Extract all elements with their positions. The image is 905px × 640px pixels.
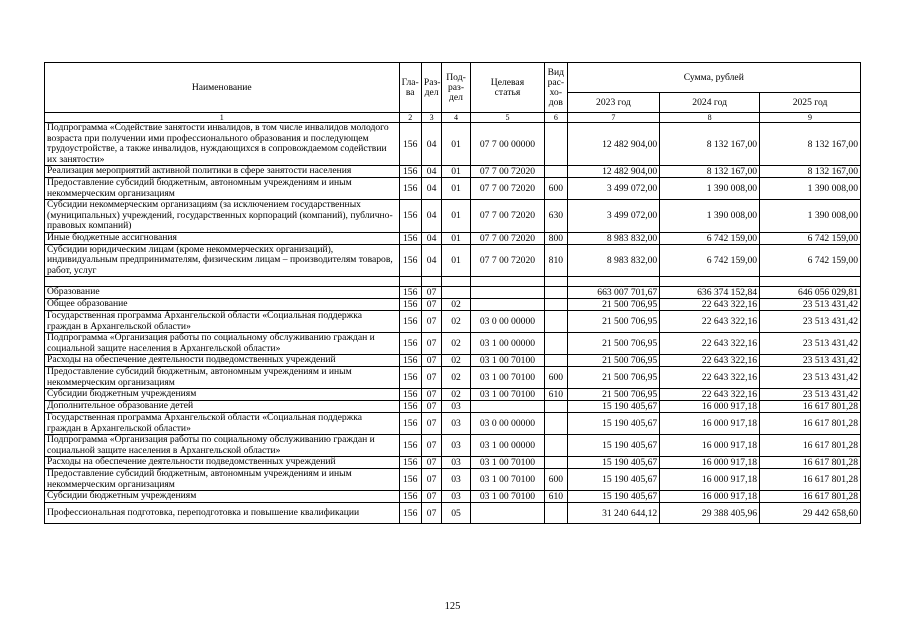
row-razdel: 04: [421, 232, 441, 244]
row-podrazdel: [442, 277, 471, 287]
row-expense-type: 800: [545, 232, 567, 244]
row-sum-2024: 6 742 159,00: [660, 232, 760, 244]
row-sum-2025: 6 742 159,00: [760, 244, 861, 277]
row-sum-2025: 23 513 431,42: [760, 355, 861, 367]
row-sum-2025: 23 513 431,42: [760, 299, 861, 311]
table-row: [45, 178, 861, 200]
row-sum-2023: 3 499 072,00: [567, 200, 660, 233]
row-glava: 156: [399, 166, 421, 178]
row-expense-type: [545, 401, 567, 413]
row-sum-2023: 15 190 405,67: [567, 435, 660, 457]
row-sum-2024: 22 643 322,16: [660, 333, 760, 355]
row-sum-2023: 21 500 706,95: [567, 367, 660, 389]
row-razdel: 04: [421, 123, 441, 166]
table-row: [45, 401, 861, 413]
row-sum-2025: 16 617 801,28: [760, 491, 861, 503]
row-podrazdel: 01: [442, 244, 471, 277]
row-target-article: 07 7 00 72020: [470, 244, 544, 277]
row-razdel: 07: [421, 503, 441, 524]
column-number: 4: [442, 113, 471, 123]
row-podrazdel: 02: [442, 333, 471, 355]
row-sum-2023: 663 007 701,67: [567, 287, 660, 299]
row-target-article: 03 0 00 00000: [470, 311, 544, 333]
row-glava: 156: [399, 123, 421, 166]
row-podrazdel: 05: [442, 503, 471, 524]
row-sum-2024: 22 643 322,16: [660, 299, 760, 311]
row-name: Государственная программа Архангельской области «Социальная поддержка граждан в Архангельской области»: [45, 311, 400, 333]
table-row: [45, 413, 861, 435]
row-sum-2023: 21 500 706,95: [567, 311, 660, 333]
row-target-article: 03 0 00 00000: [470, 413, 544, 435]
row-target-article: [470, 277, 544, 287]
table-row: [45, 367, 861, 389]
row-sum-2023: 15 190 405,67: [567, 491, 660, 503]
row-name: Государственная программа Архангельской области «Социальная поддержка граждан в Архангельской области»: [45, 413, 400, 435]
column-number: 8: [660, 113, 760, 123]
row-sum-2024: 22 643 322,16: [660, 367, 760, 389]
row-glava: 156: [399, 287, 421, 299]
row-target-article: [470, 287, 544, 299]
row-sum-2024: 16 000 917,18: [660, 413, 760, 435]
row-expense-type: [545, 413, 567, 435]
row-sum-2025: 29 442 658,60: [760, 503, 861, 524]
row-name: Предоставление субсидий бюджетным, автономным учреждениям и иным некоммерческим организациям: [45, 178, 400, 200]
row-target-article: 07 7 00 72020: [470, 232, 544, 244]
row-razdel: 04: [421, 178, 441, 200]
row-target-article: [470, 299, 544, 311]
row-expense-type: [545, 299, 567, 311]
row-name: Иные бюджетные ассигнования: [45, 232, 400, 244]
row-target-article: 07 7 00 00000: [470, 123, 544, 166]
row-sum-2025: 1 390 008,00: [760, 178, 861, 200]
row-target-article: 03 1 00 70100: [470, 389, 544, 401]
row-glava: 156: [399, 491, 421, 503]
row-razdel: 07: [421, 435, 441, 457]
row-sum-2025: 23 513 431,42: [760, 389, 861, 401]
row-glava: 156: [399, 457, 421, 469]
row-expense-type: [545, 166, 567, 178]
page-number: 125: [444, 601, 461, 612]
row-sum-2023: 15 190 405,67: [567, 401, 660, 413]
column-number: 9: [760, 113, 861, 123]
row-sum-2023: 21 500 706,95: [567, 333, 660, 355]
row-podrazdel: 03: [442, 413, 471, 435]
row-sum-2025: 1 390 008,00: [760, 200, 861, 233]
row-razdel: 04: [421, 166, 441, 178]
row-sum-2024: 16 000 917,18: [660, 435, 760, 457]
row-name: Расходы на обеспечение деятельности подведомственных учреждений: [45, 457, 400, 469]
row-sum-2023: 8 983 832,00: [567, 244, 660, 277]
row-podrazdel: 01: [442, 123, 471, 166]
row-sum-2025: 16 617 801,28: [760, 413, 861, 435]
row-name: Общее образование: [45, 299, 400, 311]
row-sum-2024: 29 388 405,96: [660, 503, 760, 524]
row-podrazdel: 02: [442, 311, 471, 333]
row-sum-2024: 8 132 167,00: [660, 166, 760, 178]
row-razdel: 07: [421, 355, 441, 367]
row-sum-2025: 23 513 431,42: [760, 333, 861, 355]
row-name: Подпрограмма «Содействие занятости инвалидов, в том числе инвалидов молодого возраста при получении ими профессионального образования и последующем трудоустройстве, а также инвалидов, нуждающихся в сопровождаемом содействии их занятости»: [45, 123, 400, 166]
row-name: Субсидии юридическим лицам (кроме некоммерческих организаций), индивидуальным предпринимателям, физическим лицам – производителям товаров, работ, услуг: [45, 244, 400, 277]
row-razdel: 07: [421, 389, 441, 401]
row-sum-2023: 12 482 904,00: [567, 166, 660, 178]
row-sum-2024: 16 000 917,18: [660, 401, 760, 413]
row-sum-2023: 15 190 405,67: [567, 469, 660, 491]
header-vid: Вид рас- хо- дов: [545, 63, 567, 113]
row-podrazdel: 01: [442, 178, 471, 200]
table-row: [45, 166, 861, 178]
row-expense-type: 600: [545, 178, 567, 200]
column-number: 7: [567, 113, 660, 123]
row-name: Субсидии некоммерческим организациям (за исключением государственных (муниципальных) учреждений, государственных корпораций (компаний), публично-правовых компаний): [45, 200, 400, 233]
row-sum-2024: 6 742 159,00: [660, 244, 760, 277]
row-sum-2025: [760, 277, 861, 287]
row-sum-2023: 8 983 832,00: [567, 232, 660, 244]
row-name: Расходы на обеспечение деятельности подведомственных учреждений: [45, 355, 400, 367]
row-name: Субсидии бюджетным учреждениям: [45, 491, 400, 503]
row-expense-type: 630: [545, 200, 567, 233]
table-header: [45, 63, 861, 123]
row-glava: 156: [399, 299, 421, 311]
row-sum-2023: 21 500 706,95: [567, 389, 660, 401]
row-sum-2023: 21 500 706,95: [567, 299, 660, 311]
row-target-article: [470, 401, 544, 413]
row-expense-type: [545, 503, 567, 524]
row-sum-2023: 3 499 072,00: [567, 178, 660, 200]
row-target-article: 07 7 00 72020: [470, 200, 544, 233]
row-name: Образование: [45, 287, 400, 299]
row-expense-type: [545, 457, 567, 469]
row-razdel: 04: [421, 200, 441, 233]
row-razdel: 07: [421, 401, 441, 413]
table-row: [45, 277, 861, 287]
row-sum-2024: 16 000 917,18: [660, 469, 760, 491]
row-podrazdel: 02: [442, 367, 471, 389]
header-year-2024: 2024 год: [660, 93, 760, 113]
row-name: [45, 277, 400, 287]
table-row: [45, 389, 861, 401]
column-number: 3: [421, 113, 441, 123]
row-sum-2024: 1 390 008,00: [660, 200, 760, 233]
row-razdel: 04: [421, 244, 441, 277]
row-podrazdel: 01: [442, 232, 471, 244]
row-sum-2025: 8 132 167,00: [760, 123, 861, 166]
row-razdel: 07: [421, 469, 441, 491]
row-sum-2023: [567, 277, 660, 287]
row-razdel: 07: [421, 491, 441, 503]
row-sum-2024: 22 643 322,16: [660, 355, 760, 367]
row-podrazdel: 02: [442, 355, 471, 367]
row-sum-2023: 12 482 904,00: [567, 123, 660, 166]
row-glava: 156: [399, 333, 421, 355]
row-sum-2024: 16 000 917,18: [660, 491, 760, 503]
column-number: 2: [399, 113, 421, 123]
column-number: 1: [45, 113, 400, 123]
row-podrazdel: 02: [442, 299, 471, 311]
column-number: 5: [470, 113, 544, 123]
row-target-article: 03 1 00 00000: [470, 435, 544, 457]
table-row: [45, 435, 861, 457]
row-podrazdel: [442, 287, 471, 299]
header-year-2023: 2023 год: [567, 93, 660, 113]
row-podrazdel: 02: [442, 389, 471, 401]
row-glava: 156: [399, 367, 421, 389]
row-expense-type: [545, 435, 567, 457]
header-glava: Гла- ва: [399, 63, 421, 113]
table-row: [45, 287, 861, 299]
row-sum-2024: 8 132 167,00: [660, 123, 760, 166]
row-name: Реализация мероприятий активной политики в сфере занятости населения: [45, 166, 400, 178]
row-name: Дополнительное образование детей: [45, 401, 400, 413]
row-expense-type: 600: [545, 367, 567, 389]
row-razdel: 07: [421, 311, 441, 333]
row-sum-2023: 21 500 706,95: [567, 355, 660, 367]
row-sum-2025: 646 056 029,81: [760, 287, 861, 299]
row-sum-2025: 16 617 801,28: [760, 457, 861, 469]
row-glava: 156: [399, 200, 421, 233]
row-glava: 156: [399, 389, 421, 401]
row-sum-2023: 31 240 644,12: [567, 503, 660, 524]
row-sum-2024: 22 643 322,16: [660, 389, 760, 401]
table-row: [45, 333, 861, 355]
row-expense-type: [545, 287, 567, 299]
row-expense-type: [545, 333, 567, 355]
row-glava: 156: [399, 232, 421, 244]
row-sum-2025: 16 617 801,28: [760, 469, 861, 491]
table-row: [45, 299, 861, 311]
row-target-article: 07 7 00 72020: [470, 166, 544, 178]
row-glava: 156: [399, 311, 421, 333]
row-sum-2024: 1 390 008,00: [660, 178, 760, 200]
row-expense-type: [545, 355, 567, 367]
table-row: [45, 355, 861, 367]
row-expense-type: [545, 277, 567, 287]
row-target-article: 03 1 00 70100: [470, 355, 544, 367]
row-target-article: 03 1 00 70100: [470, 367, 544, 389]
table-row: [45, 244, 861, 277]
row-glava: 156: [399, 355, 421, 367]
row-podrazdel: 03: [442, 401, 471, 413]
column-number-row: [45, 113, 861, 123]
row-name: Субсидии бюджетным учреждениям: [45, 389, 400, 401]
row-expense-type: [545, 311, 567, 333]
row-target-article: 07 7 00 72020: [470, 178, 544, 200]
row-name: Предоставление субсидий бюджетным, автономным учреждениям и иным некоммерческим организациям: [45, 469, 400, 491]
header-name: Наименование: [45, 63, 400, 113]
row-razdel: 07: [421, 287, 441, 299]
row-sum-2024: 22 643 322,16: [660, 311, 760, 333]
row-expense-type: 610: [545, 389, 567, 401]
table-row: [45, 469, 861, 491]
row-glava: 156: [399, 178, 421, 200]
row-podrazdel: 03: [442, 491, 471, 503]
row-razdel: 07: [421, 299, 441, 311]
header-podrazdel: Под- раз- дел: [442, 63, 471, 113]
row-razdel: 07: [421, 333, 441, 355]
row-target-article: 03 1 00 70100: [470, 469, 544, 491]
row-sum-2024: 636 374 152,84: [660, 287, 760, 299]
row-sum-2023: 15 190 405,67: [567, 457, 660, 469]
table-row: [45, 503, 861, 524]
row-target-article: [470, 503, 544, 524]
row-razdel: 07: [421, 457, 441, 469]
row-glava: 156: [399, 413, 421, 435]
row-sum-2025: 6 742 159,00: [760, 232, 861, 244]
row-name: Подпрограмма «Организация работы по социальному обслуживанию граждан и социальной защите населения в Архангельской области»: [45, 435, 400, 457]
row-sum-2025: 23 513 431,42: [760, 367, 861, 389]
row-glava: 156: [399, 401, 421, 413]
row-target-article: 03 1 00 70100: [470, 491, 544, 503]
row-expense-type: 810: [545, 244, 567, 277]
row-glava: 156: [399, 435, 421, 457]
table-row: [45, 123, 861, 166]
budget-table: [44, 62, 861, 524]
row-name: Предоставление субсидий бюджетным, автономным учреждениям и иным некоммерческим организациям: [45, 367, 400, 389]
row-podrazdel: 03: [442, 457, 471, 469]
row-name: Профессиональная подготовка, переподготовка и повышение квалификации: [45, 503, 400, 524]
row-glava: 156: [399, 503, 421, 524]
column-number: 6: [545, 113, 567, 123]
table-row: [45, 457, 861, 469]
table-row: [45, 232, 861, 244]
row-sum-2024: 16 000 917,18: [660, 457, 760, 469]
header-year-2025: 2025 год: [760, 93, 861, 113]
row-sum-2024: [660, 277, 760, 287]
row-target-article: 03 1 00 70100: [470, 457, 544, 469]
row-sum-2025: 8 132 167,00: [760, 166, 861, 178]
row-razdel: 07: [421, 413, 441, 435]
row-glava: 156: [399, 244, 421, 277]
row-sum-2025: 16 617 801,28: [760, 435, 861, 457]
row-razdel: 07: [421, 367, 441, 389]
row-expense-type: [545, 123, 567, 166]
row-podrazdel: 03: [442, 435, 471, 457]
table-row: [45, 491, 861, 503]
header-target: Целевая статья: [470, 63, 544, 113]
row-glava: 156: [399, 469, 421, 491]
row-razdel: [421, 277, 441, 287]
row-sum-2023: 15 190 405,67: [567, 413, 660, 435]
row-sum-2025: 23 513 431,42: [760, 311, 861, 333]
row-name: Подпрограмма «Организация работы по социальному обслуживанию граждан и социальной защите населения в Архангельской области»: [45, 333, 400, 355]
row-sum-2025: 16 617 801,28: [760, 401, 861, 413]
row-podrazdel: 03: [442, 469, 471, 491]
table-row: [45, 311, 861, 333]
header-sum: Сумма, рублей: [567, 63, 860, 93]
row-podrazdel: 01: [442, 200, 471, 233]
row-glava: [399, 277, 421, 287]
row-target-article: 03 1 00 00000: [470, 333, 544, 355]
row-expense-type: 600: [545, 469, 567, 491]
table-body: [45, 123, 861, 524]
row-expense-type: 610: [545, 491, 567, 503]
row-podrazdel: 01: [442, 166, 471, 178]
header-razdel: Раз- дел: [421, 63, 441, 113]
table-row: [45, 200, 861, 233]
